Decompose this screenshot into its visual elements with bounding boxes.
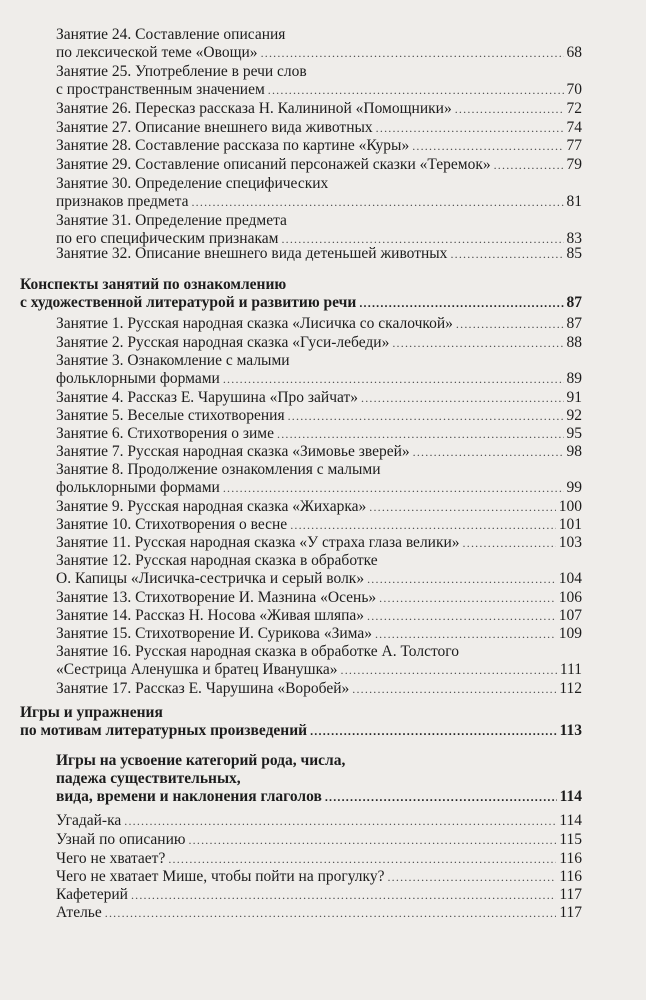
dot-leader bbox=[456, 315, 564, 333]
entry-line-with-page bbox=[56, 245, 582, 263]
entry-line-with-page bbox=[56, 370, 582, 388]
dot-leader bbox=[455, 100, 564, 118]
dot-leader bbox=[375, 625, 556, 643]
entry-line-with-page bbox=[56, 407, 582, 425]
page-number: 98 bbox=[566, 443, 582, 460]
entry-title: Занятие 1. Русская народная сказка «Лисичка со скалочкой» bbox=[56, 315, 453, 332]
entry-line-with-page bbox=[56, 498, 582, 516]
entry-line-with-page bbox=[56, 625, 582, 643]
page-number: 83 bbox=[566, 230, 582, 247]
dot-leader bbox=[341, 661, 557, 679]
entry-title: Кафетерий bbox=[56, 886, 128, 903]
dot-leader bbox=[168, 850, 556, 868]
entry-line bbox=[56, 643, 582, 661]
dot-leader bbox=[387, 868, 556, 886]
page-number: 99 bbox=[566, 479, 582, 496]
entry-line-with-page bbox=[56, 44, 582, 62]
page-number: 88 bbox=[566, 334, 582, 351]
entry-line-with-page bbox=[20, 294, 582, 312]
entry-title: Занятие 30. Определение специфических bbox=[56, 175, 329, 192]
entry-line-with-page bbox=[56, 81, 582, 99]
dot-leader bbox=[352, 680, 556, 698]
entry-title: Занятие 11. Русская народная сказка «У страха глаза велики» bbox=[56, 534, 460, 551]
entry-line bbox=[56, 175, 582, 193]
dot-leader bbox=[450, 245, 563, 263]
entry-line-with-page bbox=[56, 516, 582, 534]
page-number: 77 bbox=[566, 137, 582, 154]
toc-entry bbox=[56, 625, 582, 643]
entry-title: фольклорными формами bbox=[56, 479, 220, 496]
entry-line bbox=[56, 552, 582, 570]
entry-line-with-page bbox=[56, 119, 582, 137]
dot-leader bbox=[277, 425, 564, 443]
entry-title: с художественной литературой и развитию речи bbox=[20, 294, 357, 311]
dot-leader bbox=[379, 589, 556, 607]
entry-title: Занятие 32. Описание внешнего вида детеньшей животных bbox=[56, 245, 448, 262]
entry-line-with-page bbox=[56, 389, 582, 407]
entry-line bbox=[56, 461, 582, 479]
page-number: 81 bbox=[566, 193, 582, 210]
entry-title: Занятие 17. Рассказ Е. Чарушина «Воробей» bbox=[56, 680, 350, 697]
section-heading bbox=[20, 276, 582, 312]
entry-line-with-page bbox=[56, 479, 582, 497]
entry-title: Занятие 14. Рассказ Н. Носова «Живая шляпа» bbox=[56, 607, 365, 624]
entry-line-with-page bbox=[56, 334, 582, 352]
toc-entry bbox=[56, 175, 582, 211]
page-number: 117 bbox=[559, 886, 582, 903]
page-number: 114 bbox=[559, 788, 582, 805]
entry-title: вида, времени и наклонения глаголов bbox=[56, 788, 322, 805]
entry-title: Занятие 10. Стихотворения о весне bbox=[56, 516, 288, 533]
toc-entry bbox=[56, 904, 582, 922]
toc-entry bbox=[56, 516, 582, 534]
page-number: 72 bbox=[566, 100, 582, 117]
page-number: 115 bbox=[559, 831, 582, 848]
toc-entry bbox=[56, 137, 582, 155]
dot-leader bbox=[223, 479, 564, 497]
entry-title: Занятие 15. Стихотворение И. Сурикова «Зима» bbox=[56, 625, 372, 642]
entry-title: Игры на усвоение категорий рода, числа, bbox=[56, 752, 346, 769]
entry-title: Занятие 24. Составление описания bbox=[56, 26, 286, 43]
dot-leader bbox=[359, 294, 563, 312]
dot-leader bbox=[268, 81, 564, 99]
toc-entry bbox=[56, 352, 582, 388]
entry-title: Занятие 16. Русская народная сказка в обработке А. Толстого bbox=[56, 643, 459, 660]
entry-title: Занятие 2. Русская народная сказка «Гуси-лебеди» bbox=[56, 334, 390, 351]
entry-title: по мотивам литературных произведений bbox=[20, 722, 308, 739]
page-number: 111 bbox=[559, 661, 582, 678]
entry-line-with-page bbox=[56, 850, 582, 868]
entry-title: Занятие 4. Рассказ Е. Чарушина «Про зайчат» bbox=[56, 389, 358, 406]
dot-leader bbox=[494, 156, 564, 174]
entry-title: Конспекты занятий по ознакомлению bbox=[20, 276, 287, 293]
dot-leader bbox=[463, 534, 556, 552]
entry-title: Занятие 5. Веселые стихотворения bbox=[56, 407, 285, 424]
toc-entry bbox=[56, 26, 582, 62]
entry-title: Узнай по описанию bbox=[56, 831, 186, 848]
page-number: 79 bbox=[566, 156, 582, 173]
entry-title: Занятие 6. Стихотворения о зиме bbox=[56, 425, 274, 442]
page-number: 107 bbox=[558, 607, 582, 624]
entry-line-with-page bbox=[56, 137, 582, 155]
entry-title: Занятие 27. Описание внешнего вида животных bbox=[56, 119, 373, 136]
entry-title: с пространственным значением bbox=[56, 81, 265, 98]
toc-entry bbox=[56, 407, 582, 425]
entry-line-with-page bbox=[56, 156, 582, 174]
entry-title: Занятие 28. Составление рассказа по картине «Куры» bbox=[56, 137, 410, 154]
entry-title: Занятие 29. Составление описаний персонажей сказки «Теремок» bbox=[56, 156, 491, 173]
page-number: 117 bbox=[559, 904, 582, 921]
dot-leader bbox=[105, 904, 557, 922]
page-number: 68 bbox=[566, 44, 582, 61]
page-number: 106 bbox=[558, 589, 582, 606]
entry-line-with-page bbox=[56, 788, 582, 806]
toc-entry bbox=[56, 812, 582, 830]
toc-entry bbox=[56, 850, 582, 868]
entry-line-with-page bbox=[56, 100, 582, 118]
entry-line-with-page bbox=[56, 443, 582, 461]
entry-title: Игры и упражнения bbox=[20, 704, 163, 721]
entry-line-with-page bbox=[56, 831, 582, 849]
entry-title: О. Капицы «Лисичка-сестричка и серый волк» bbox=[56, 570, 365, 587]
entry-line-with-page bbox=[20, 722, 582, 740]
entry-line bbox=[56, 212, 582, 230]
dot-leader bbox=[188, 831, 556, 849]
toc-entry bbox=[56, 334, 582, 352]
entry-line bbox=[56, 352, 582, 370]
toc-entry bbox=[56, 534, 582, 552]
section-heading bbox=[20, 704, 582, 740]
page-number: 100 bbox=[558, 498, 582, 515]
page-number: 113 bbox=[559, 722, 582, 739]
entry-line-with-page bbox=[56, 886, 582, 904]
page-number: 87 bbox=[566, 294, 582, 311]
toc-entry bbox=[56, 100, 582, 118]
dot-leader bbox=[131, 886, 556, 904]
entry-line bbox=[56, 26, 582, 44]
entry-line-with-page bbox=[56, 534, 582, 552]
toc-entry bbox=[56, 868, 582, 886]
dot-leader bbox=[124, 812, 556, 830]
toc-entry bbox=[56, 589, 582, 607]
entry-title: Занятие 26. Пересказ рассказа Н. Калининой «Помощники» bbox=[56, 100, 452, 117]
entry-line-with-page bbox=[56, 193, 582, 211]
page-number: 104 bbox=[558, 570, 582, 587]
entry-line bbox=[56, 63, 582, 81]
toc-entry bbox=[56, 552, 582, 588]
page-number: 95 bbox=[566, 425, 582, 442]
entry-line-with-page bbox=[56, 868, 582, 886]
entry-title: падежа существительных, bbox=[56, 770, 241, 787]
page-number: 114 bbox=[559, 812, 582, 829]
toc-entry bbox=[56, 498, 582, 516]
page-number: 103 bbox=[558, 534, 582, 551]
entry-line-with-page bbox=[56, 680, 582, 698]
entry-title: Занятие 31. Определение предмета bbox=[56, 212, 287, 229]
page-number: 91 bbox=[566, 389, 582, 406]
entry-line bbox=[56, 752, 582, 770]
dot-leader bbox=[413, 443, 564, 461]
entry-title: Занятие 25. Употребление в речи слов bbox=[56, 63, 307, 80]
page-number: 87 bbox=[566, 315, 582, 332]
entry-line-with-page bbox=[56, 425, 582, 443]
page-number: 116 bbox=[559, 868, 582, 885]
dot-leader bbox=[367, 570, 556, 588]
entry-title: Занятие 7. Русская народная сказка «Зимовье зверей» bbox=[56, 443, 410, 460]
entry-line-with-page bbox=[56, 589, 582, 607]
dot-leader bbox=[392, 334, 563, 352]
dot-leader bbox=[369, 498, 555, 516]
dot-leader bbox=[367, 607, 556, 625]
page-number: 92 bbox=[566, 407, 582, 424]
entry-line bbox=[56, 770, 582, 788]
toc-entry bbox=[56, 245, 582, 263]
entry-title: Чего не хватает Мише, чтобы пойти на прогулку? bbox=[56, 868, 385, 885]
page-number: 70 bbox=[566, 81, 582, 98]
entry-line-with-page bbox=[56, 570, 582, 588]
dot-leader bbox=[361, 389, 564, 407]
page-number: 74 bbox=[566, 119, 582, 136]
entry-line-with-page bbox=[56, 315, 582, 333]
toc-entry bbox=[56, 119, 582, 137]
entry-title: по его специфическим признакам bbox=[56, 230, 279, 247]
dot-leader bbox=[288, 407, 564, 425]
entry-title: Ателье bbox=[56, 904, 102, 921]
toc-entry bbox=[56, 886, 582, 904]
page-number: 116 bbox=[559, 850, 582, 867]
toc-entry bbox=[56, 643, 582, 679]
dot-leader bbox=[310, 722, 556, 740]
dot-leader bbox=[325, 788, 557, 806]
dot-leader bbox=[290, 516, 556, 534]
toc-entry bbox=[56, 680, 582, 698]
toc-entry bbox=[56, 607, 582, 625]
dot-leader bbox=[376, 119, 564, 137]
entry-title: по лексической теме «Овощи» bbox=[56, 44, 258, 61]
entry-line-with-page bbox=[56, 607, 582, 625]
entry-line bbox=[20, 276, 582, 294]
entry-title: Занятие 9. Русская народная сказка «Жихарка» bbox=[56, 498, 367, 515]
entry-title: Занятие 8. Продолжение ознакомления с малыми bbox=[56, 461, 381, 478]
toc-entry bbox=[56, 461, 582, 497]
toc-entry bbox=[56, 831, 582, 849]
toc-entry bbox=[56, 425, 582, 443]
entry-title: признаков предмета bbox=[56, 193, 189, 210]
entry-title: Занятие 12. Русская народная сказка в обработке bbox=[56, 552, 378, 569]
subsection-heading bbox=[56, 752, 582, 806]
toc-entry bbox=[56, 315, 582, 333]
entry-title: Чего не хватает? bbox=[56, 850, 166, 867]
toc-entry bbox=[56, 156, 582, 174]
page-number: 112 bbox=[559, 680, 582, 697]
page-number: 109 bbox=[558, 625, 582, 642]
toc-entry bbox=[56, 212, 582, 248]
entry-line-with-page bbox=[56, 904, 582, 922]
entry-title: Занятие 3. Ознакомление с малыми bbox=[56, 352, 290, 369]
entry-line bbox=[20, 704, 582, 722]
entry-title: Угадай-ка bbox=[56, 812, 122, 829]
dot-leader bbox=[412, 137, 563, 155]
toc-entry bbox=[56, 389, 582, 407]
dot-leader bbox=[223, 370, 564, 388]
entry-line-with-page bbox=[56, 661, 582, 679]
page-number: 89 bbox=[566, 370, 582, 387]
entry-title: «Сестрица Аленушка и братец Иванушка» bbox=[56, 661, 338, 678]
entry-title: Занятие 13. Стихотворение И. Мазнина «Осень» bbox=[56, 589, 377, 606]
entry-line-with-page bbox=[56, 812, 582, 830]
toc-entry bbox=[56, 63, 582, 99]
page-number: 85 bbox=[566, 245, 582, 262]
dot-leader bbox=[191, 193, 563, 211]
toc-entry bbox=[56, 443, 582, 461]
dot-leader bbox=[261, 44, 564, 62]
page-number: 101 bbox=[558, 516, 582, 533]
entry-title: фольклорными формами bbox=[56, 370, 220, 387]
